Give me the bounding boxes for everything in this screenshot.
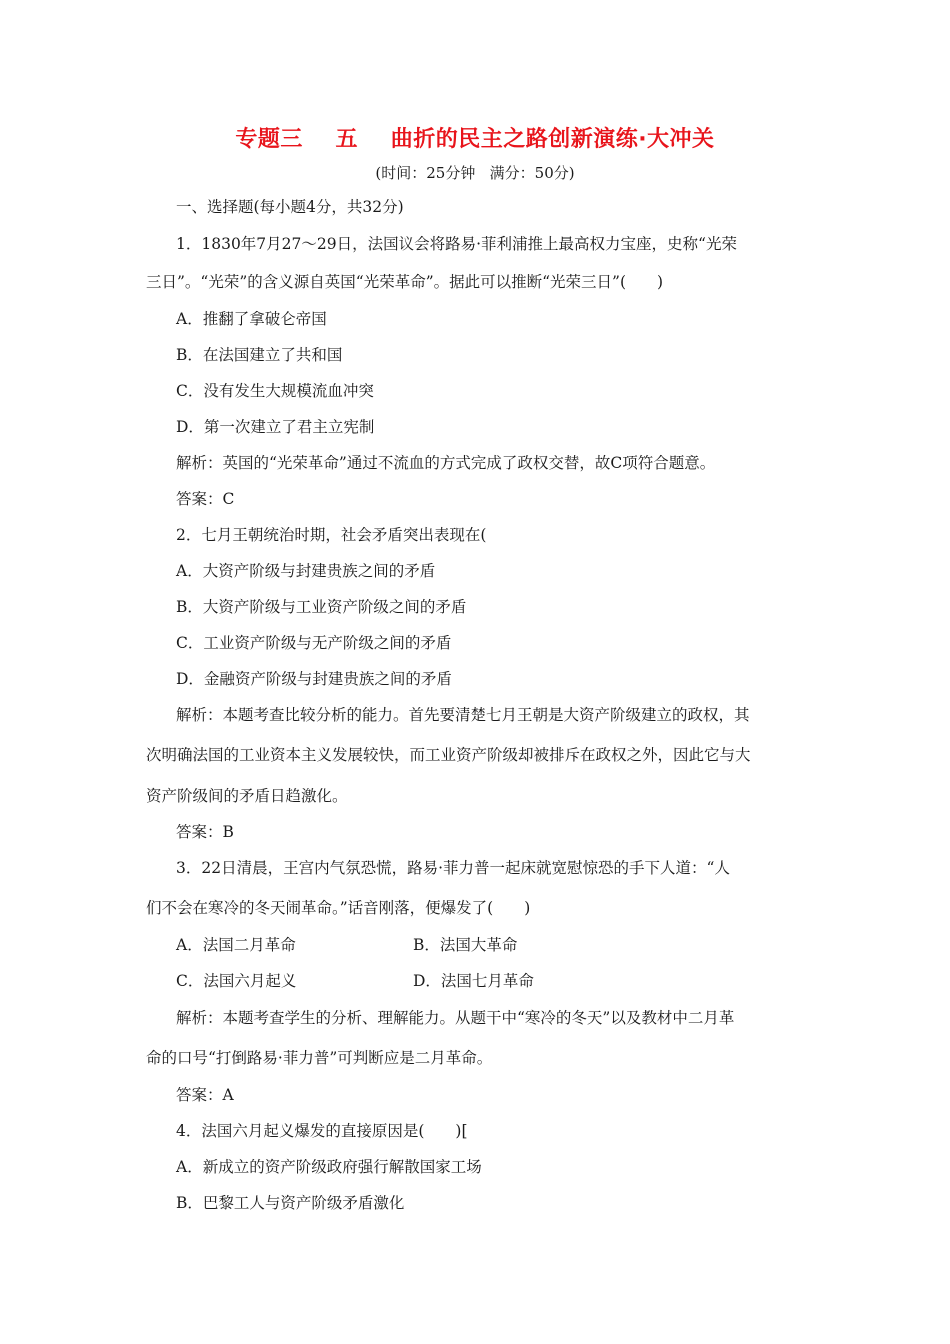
q4-stem: 4．法国六月起义爆发的直接原因是( )[ — [176, 1122, 468, 1140]
q2-option-d: D．金融资产阶级与封建贵族之间的矛盾 — [176, 670, 452, 688]
q3-option-a: A．法国二月革命 — [176, 936, 296, 954]
q4-option-b: B．巴黎工人与资产阶级矛盾激化 — [176, 1194, 405, 1212]
page-title: 专题三 五 曲折的民主之路创新演练·大冲关 — [235, 127, 715, 152]
q1-stem-line-2: 三日”。“光荣”的含义源自英国“光荣革命”。据此可以推断“光荣三日”( ) — [146, 273, 664, 291]
q2-analysis-line-1: 解析：本题考查比较分析的能力。首先要清楚七月王朝是大资产阶级建立的政权，其 — [176, 706, 750, 724]
q3-analysis-line-2: 命的口号“打倒路易·菲力普”可判断应是二月革命。 — [146, 1049, 493, 1067]
q2-analysis-line-3: 资产阶级间的矛盾日趋激化。 — [146, 787, 348, 805]
q4-option-a: A．新成立的资产阶级政府强行解散国家工场 — [176, 1158, 482, 1176]
q3-option-d: D．法国七月革命 — [413, 972, 534, 990]
q3-option-c: C．法国六月起义 — [176, 972, 297, 990]
q2-analysis-line-2: 次明确法国的工业资本主义发展较快，而工业资产阶级却被排斥在政权之外，因此它与大 — [146, 746, 751, 764]
time-and-score-note: (时间：25分钟 满分：50分) — [375, 164, 575, 182]
q3-answer: 答案：A — [176, 1086, 234, 1104]
q3-stem-line-2: 们不会在寒冷的冬天闹革命。”话音刚落，便爆发了( ) — [146, 899, 531, 917]
q2-option-a: A．大资产阶级与封建贵族之间的矛盾 — [176, 562, 436, 580]
q3-analysis-line-1: 解析：本题考查学生的分析、理解能力。从题干中“寒冷的冬天”以及教材中二月革 — [176, 1009, 735, 1027]
q1-option-d: D．第一次建立了君主立宪制 — [176, 418, 375, 436]
q2-answer: 答案：B — [176, 823, 234, 841]
q1-stem-line-1: 1．1830年7月27～29日，法国议会将路易·菲利浦推上最高权力宝座，史称“光荣 — [176, 235, 737, 253]
q1-analysis: 解析：英国的“光荣革命”通过不流血的方式完成了政权交替，故C项符合题意。 — [176, 454, 716, 472]
section-heading: 一、选择题(每小题4分，共32分) — [176, 198, 404, 216]
q2-stem: 2．七月王朝统治时期，社会矛盾突出表现在( — [176, 526, 487, 544]
q2-option-c: C．工业资产阶级与无产阶级之间的矛盾 — [176, 634, 452, 652]
q1-option-c: C．没有发生大规模流血冲突 — [176, 382, 374, 400]
q1-answer: 答案：C — [176, 490, 235, 508]
q1-option-a: A．推翻了拿破仑帝国 — [176, 310, 327, 328]
q3-option-b: B．法国大革命 — [413, 936, 518, 954]
q2-option-b: B．大资产阶级与工业资产阶级之间的矛盾 — [176, 598, 467, 616]
q1-option-b: B．在法国建立了共和国 — [176, 346, 343, 364]
q3-stem-line-1: 3．22日清晨，王宫内气氛恐慌，路易·菲力普一起床就宽慰惊恐的手下人道：“人 — [176, 859, 730, 877]
